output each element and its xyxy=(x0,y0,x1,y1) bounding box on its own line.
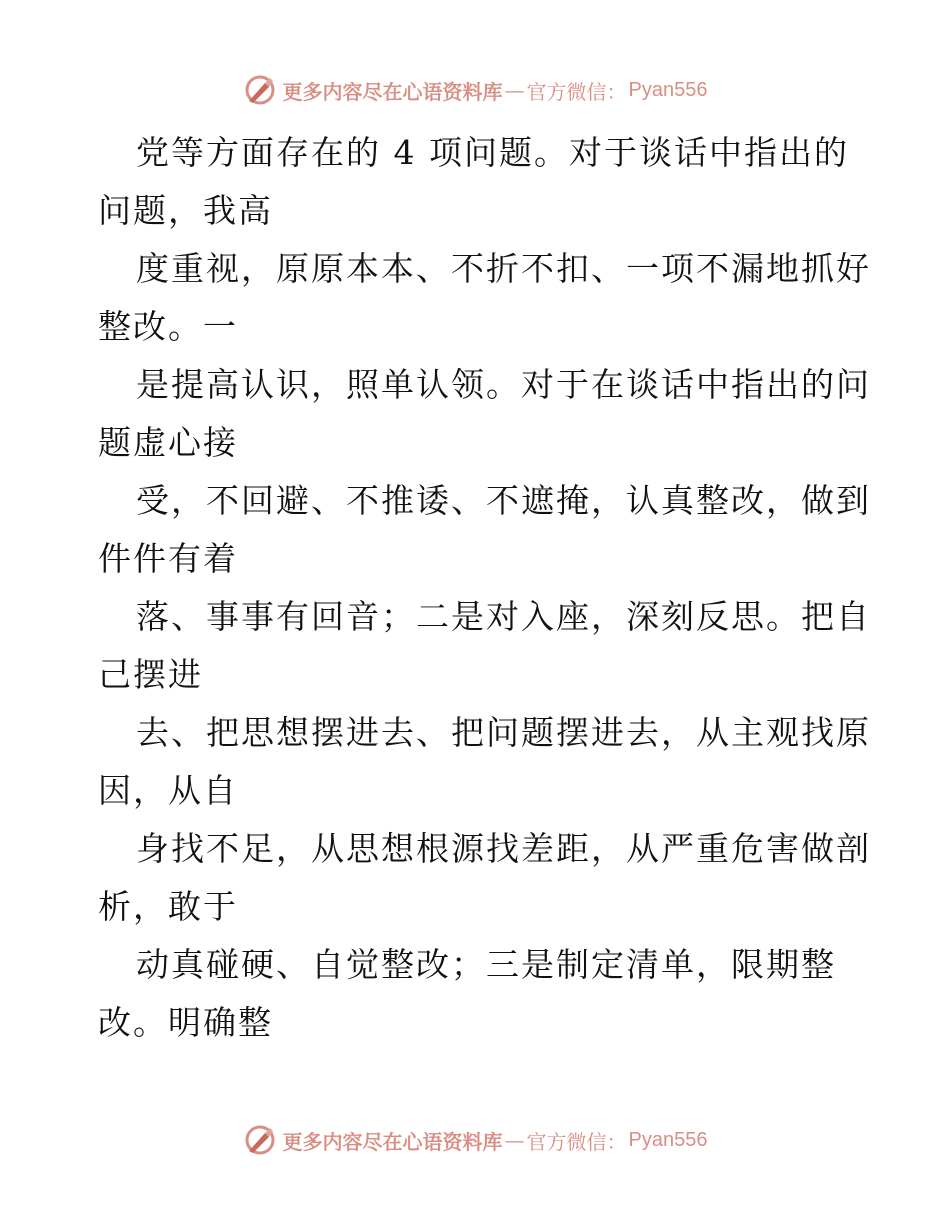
body-line: 落、事事有回音；二是对入座，深刻反思。把自 xyxy=(136,597,871,636)
body-line: 问题，我高 xyxy=(98,191,273,230)
body-line: 是提高认识，照单认领。对于在谈话中指出的问 xyxy=(136,365,871,404)
body-line: 己摆进 xyxy=(98,655,203,694)
body-line: 改。明确整 xyxy=(98,1003,273,1042)
body-line: 度重视，原原本本、不折不扣、一项不漏地抓好 xyxy=(136,249,871,288)
pen-seal-icon xyxy=(243,1123,277,1157)
body-line: 党等方面存在的 4 项问题。对于谈话中指出的 xyxy=(136,133,849,172)
watermark-dash: — xyxy=(504,1128,525,1152)
pen-seal-icon xyxy=(243,73,277,107)
watermark-label: 官方微信： xyxy=(526,79,627,104)
watermark-brand: 更多内容尽在心语资料库 xyxy=(282,1129,503,1154)
body-line: 析，敢于 xyxy=(98,887,238,926)
body-line: 动真碰硬、自觉整改；三是制定清单，限期整 xyxy=(136,945,836,984)
watermark-dash: — xyxy=(504,78,525,102)
watermark-brand: 更多内容尽在心语资料库 xyxy=(282,79,503,104)
watermark-label: 官方微信： xyxy=(526,1129,627,1154)
document-body xyxy=(98,124,871,1052)
body-line: 去、把思想摆进去、把问题摆进去，从主观找原 xyxy=(136,713,871,752)
header-watermark xyxy=(0,70,950,110)
body-line: 身找不足，从思想根源找差距，从严重危害做剖 xyxy=(136,829,871,868)
watermark-id: Pyan556 xyxy=(628,1128,708,1151)
body-line: 件件有着 xyxy=(98,539,238,578)
body-line: 因，从自 xyxy=(98,771,238,810)
body-line: 受，不回避、不推诿、不遮掩，认真整改，做到 xyxy=(136,481,871,520)
body-line: 题虚心接 xyxy=(98,423,238,462)
watermark-id: Pyan556 xyxy=(628,78,708,101)
body-line: 整改。一 xyxy=(98,307,238,346)
footer-watermark xyxy=(0,1120,950,1160)
